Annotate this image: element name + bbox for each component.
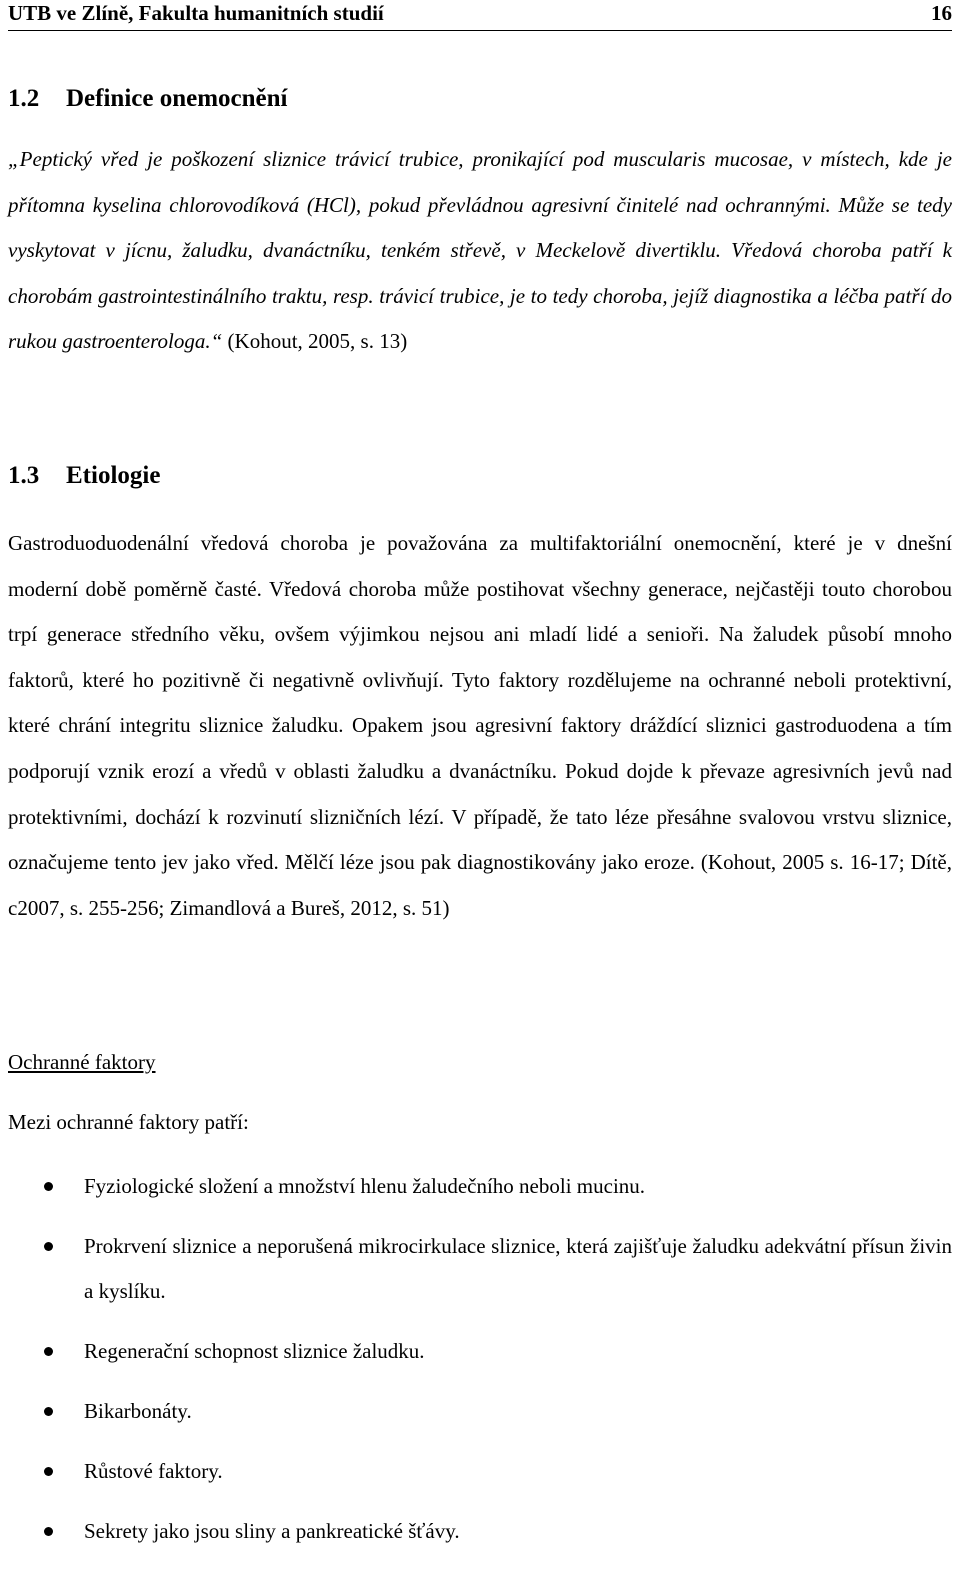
header-title: UTB ve Zlíně, Fakulta humanitních studií	[8, 1, 384, 25]
protective-factors-subheading: Ochranné faktory	[8, 1050, 156, 1074]
section-number: 1.3	[8, 462, 40, 489]
section-number: 1.2	[8, 85, 40, 112]
quote-citation: (Kohout, 2005, s. 13)	[227, 329, 408, 354]
list-item: Růstové faktory.	[8, 1449, 952, 1494]
section-title: Definice onemocnění	[66, 85, 288, 112]
list-item: Prokrvení sliznice a neporušená mikrocirkulace sliznice, která zajišťuje žaludku adekvátní přísun živin a kyslíku.	[8, 1224, 952, 1314]
list-item: Sekrety jako jsou sliny a pankreatické šťávy.	[8, 1509, 952, 1554]
section-title: Etiologie	[66, 462, 161, 489]
list-item: Bikarbonáty.	[8, 1389, 952, 1434]
protective-factors-list	[8, 1164, 952, 1569]
section-heading-etiologie	[8, 462, 160, 490]
page-header	[8, 0, 952, 31]
protective-factors-intro: Mezi ochranné faktory patří:	[8, 1110, 249, 1134]
etiology-paragraph: Gastroduoduodenální vředová choroba je považována za multifaktoriální onemocnění, které je v dnešní moderní době poměrně časté. Vředová choroba může postihovat všechny generace, nejčastěji touto chorobou trpí generace středního věku, ovšem výjimkou nejsou ani mladí lidé a senioři. Na žaludek působí mnoho faktorů, které ho pozitivně či negativně ovlivňují. Tyto faktory rozdělujeme na ochranné neboli protektivní, které chrání integritu sliznice žaludku. Opakem jsou agresivní faktory dráždící sliznici gastroduodena a tím podporují vznik erozí a vředů v oblasti žaludku a dvanáctníku. Pokud dojde k převaze agresivních jevů nad protektivními, dochází k rozvinutí slizničních lézí. V případě, že tato léze přesáhne svalovou vrstvu sliznice, označujeme tento jev jako vřed. Mělčí léze jsou pak diagnostikovány jako eroze. (Kohout, 2005 s. 16-17; Dítě, c2007, s. 255-256; Zimandlová a Bureš, 2012, s. 51)	[8, 531, 952, 920]
list-item: Fyziologické složení a množství hlenu žaludečního neboli mucinu.	[8, 1164, 952, 1209]
page-number: 16	[931, 1, 952, 25]
list-item: Regenerační schopnost sliznice žaludku.	[8, 1329, 952, 1374]
definition-quote	[8, 137, 952, 365]
section-heading-definice	[8, 85, 287, 113]
quote-text: „Peptický vřed je poškození sliznice trávicí trubice, pronikající pod muscularis mucosae, v místech, kde je přítomna kyselina chlorovodíková (HCl), pokud převládnou agresivní činitelé nad ochrannými. Může se tedy vyskytovat v jícnu, žaludku, dvanáctníku, tenkém střevě, v Meckelově divertiklu. Vředová choroba patří k chorobám gastrointestinálního traktu, resp. trávicí trubice, je to tedy choroba, jejíž diagnostika a léčba patří do rukou gastroenterologa.“	[8, 147, 952, 354]
